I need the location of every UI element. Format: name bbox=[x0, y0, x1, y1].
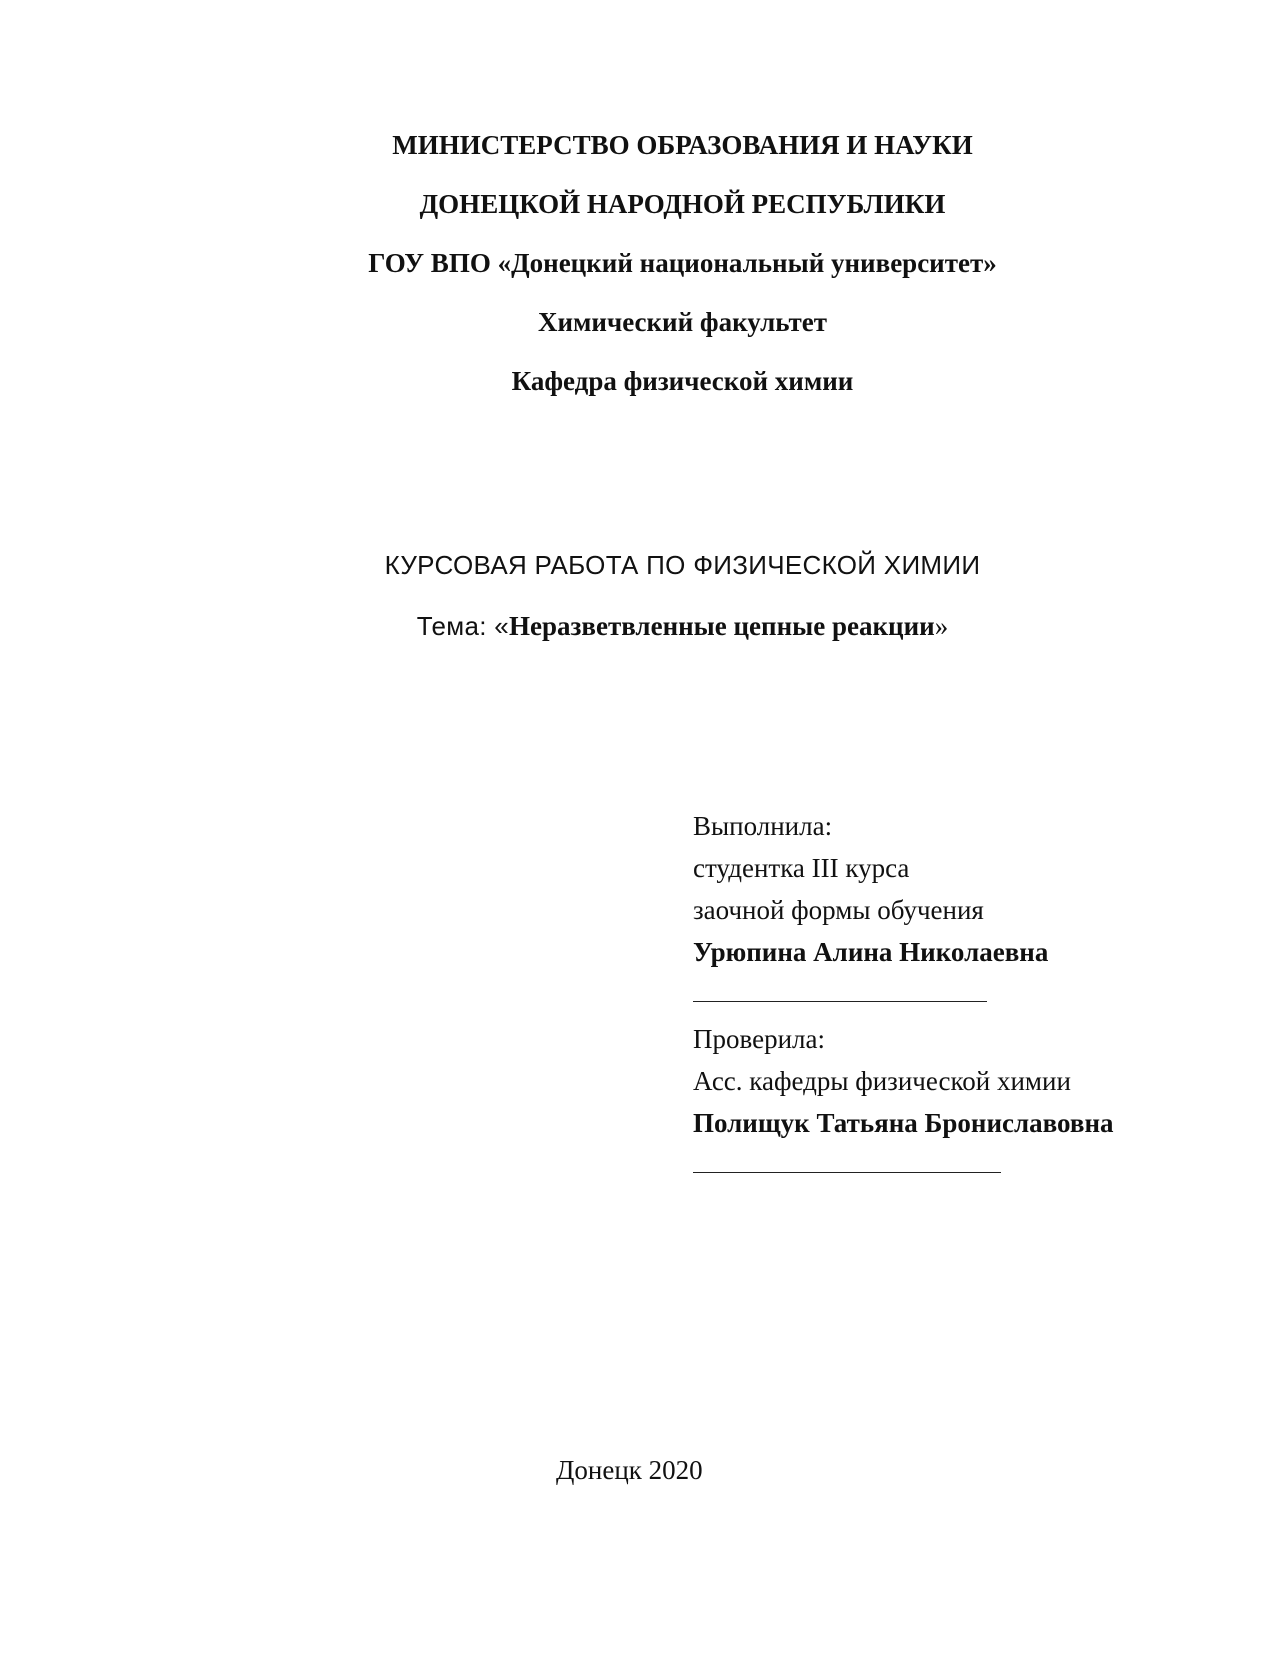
reviewer-position: Асс. кафедры физической химии bbox=[693, 1066, 1071, 1096]
author-course: студентка III курса bbox=[693, 853, 910, 883]
author-signature-line bbox=[693, 1001, 987, 1002]
topic-prefix: Тема: « bbox=[416, 611, 510, 641]
reviewer-signature-line bbox=[693, 1172, 1001, 1173]
topic-name: Неразветвленные цепные реакции bbox=[509, 611, 935, 641]
topic-suffix: » bbox=[934, 611, 949, 641]
reviewer-name: Полищук Татьяна Брониславовна bbox=[693, 1108, 1114, 1138]
author-label: Выполнила: bbox=[693, 811, 833, 841]
university-name: ГОУ ВПО «Донецкий национальный университет» bbox=[368, 248, 997, 278]
reviewer-label: Проверила: bbox=[693, 1024, 825, 1054]
city-year: Донецк 2020 bbox=[556, 1455, 703, 1485]
ministry-line-2: ДОНЕЦКОЙ НАРОДНОЙ РЕСПУБЛИКИ bbox=[419, 189, 946, 219]
department-name: Кафедра физической химии bbox=[511, 366, 854, 396]
author-study-form: заочной формы обучения bbox=[693, 895, 984, 925]
author-name: Урюпина Алина Николаевна bbox=[693, 937, 1049, 967]
topic-line bbox=[0, 609, 1280, 643]
work-type-title: КУРСОВАЯ РАБОТА ПО ФИЗИЧЕСКОЙ ХИМИИ bbox=[384, 550, 981, 580]
ministry-line-1: МИНИСТЕРСТВО ОБРАЗОВАНИЯ И НАУКИ bbox=[392, 130, 973, 160]
faculty-name: Химический факультет bbox=[537, 307, 828, 337]
